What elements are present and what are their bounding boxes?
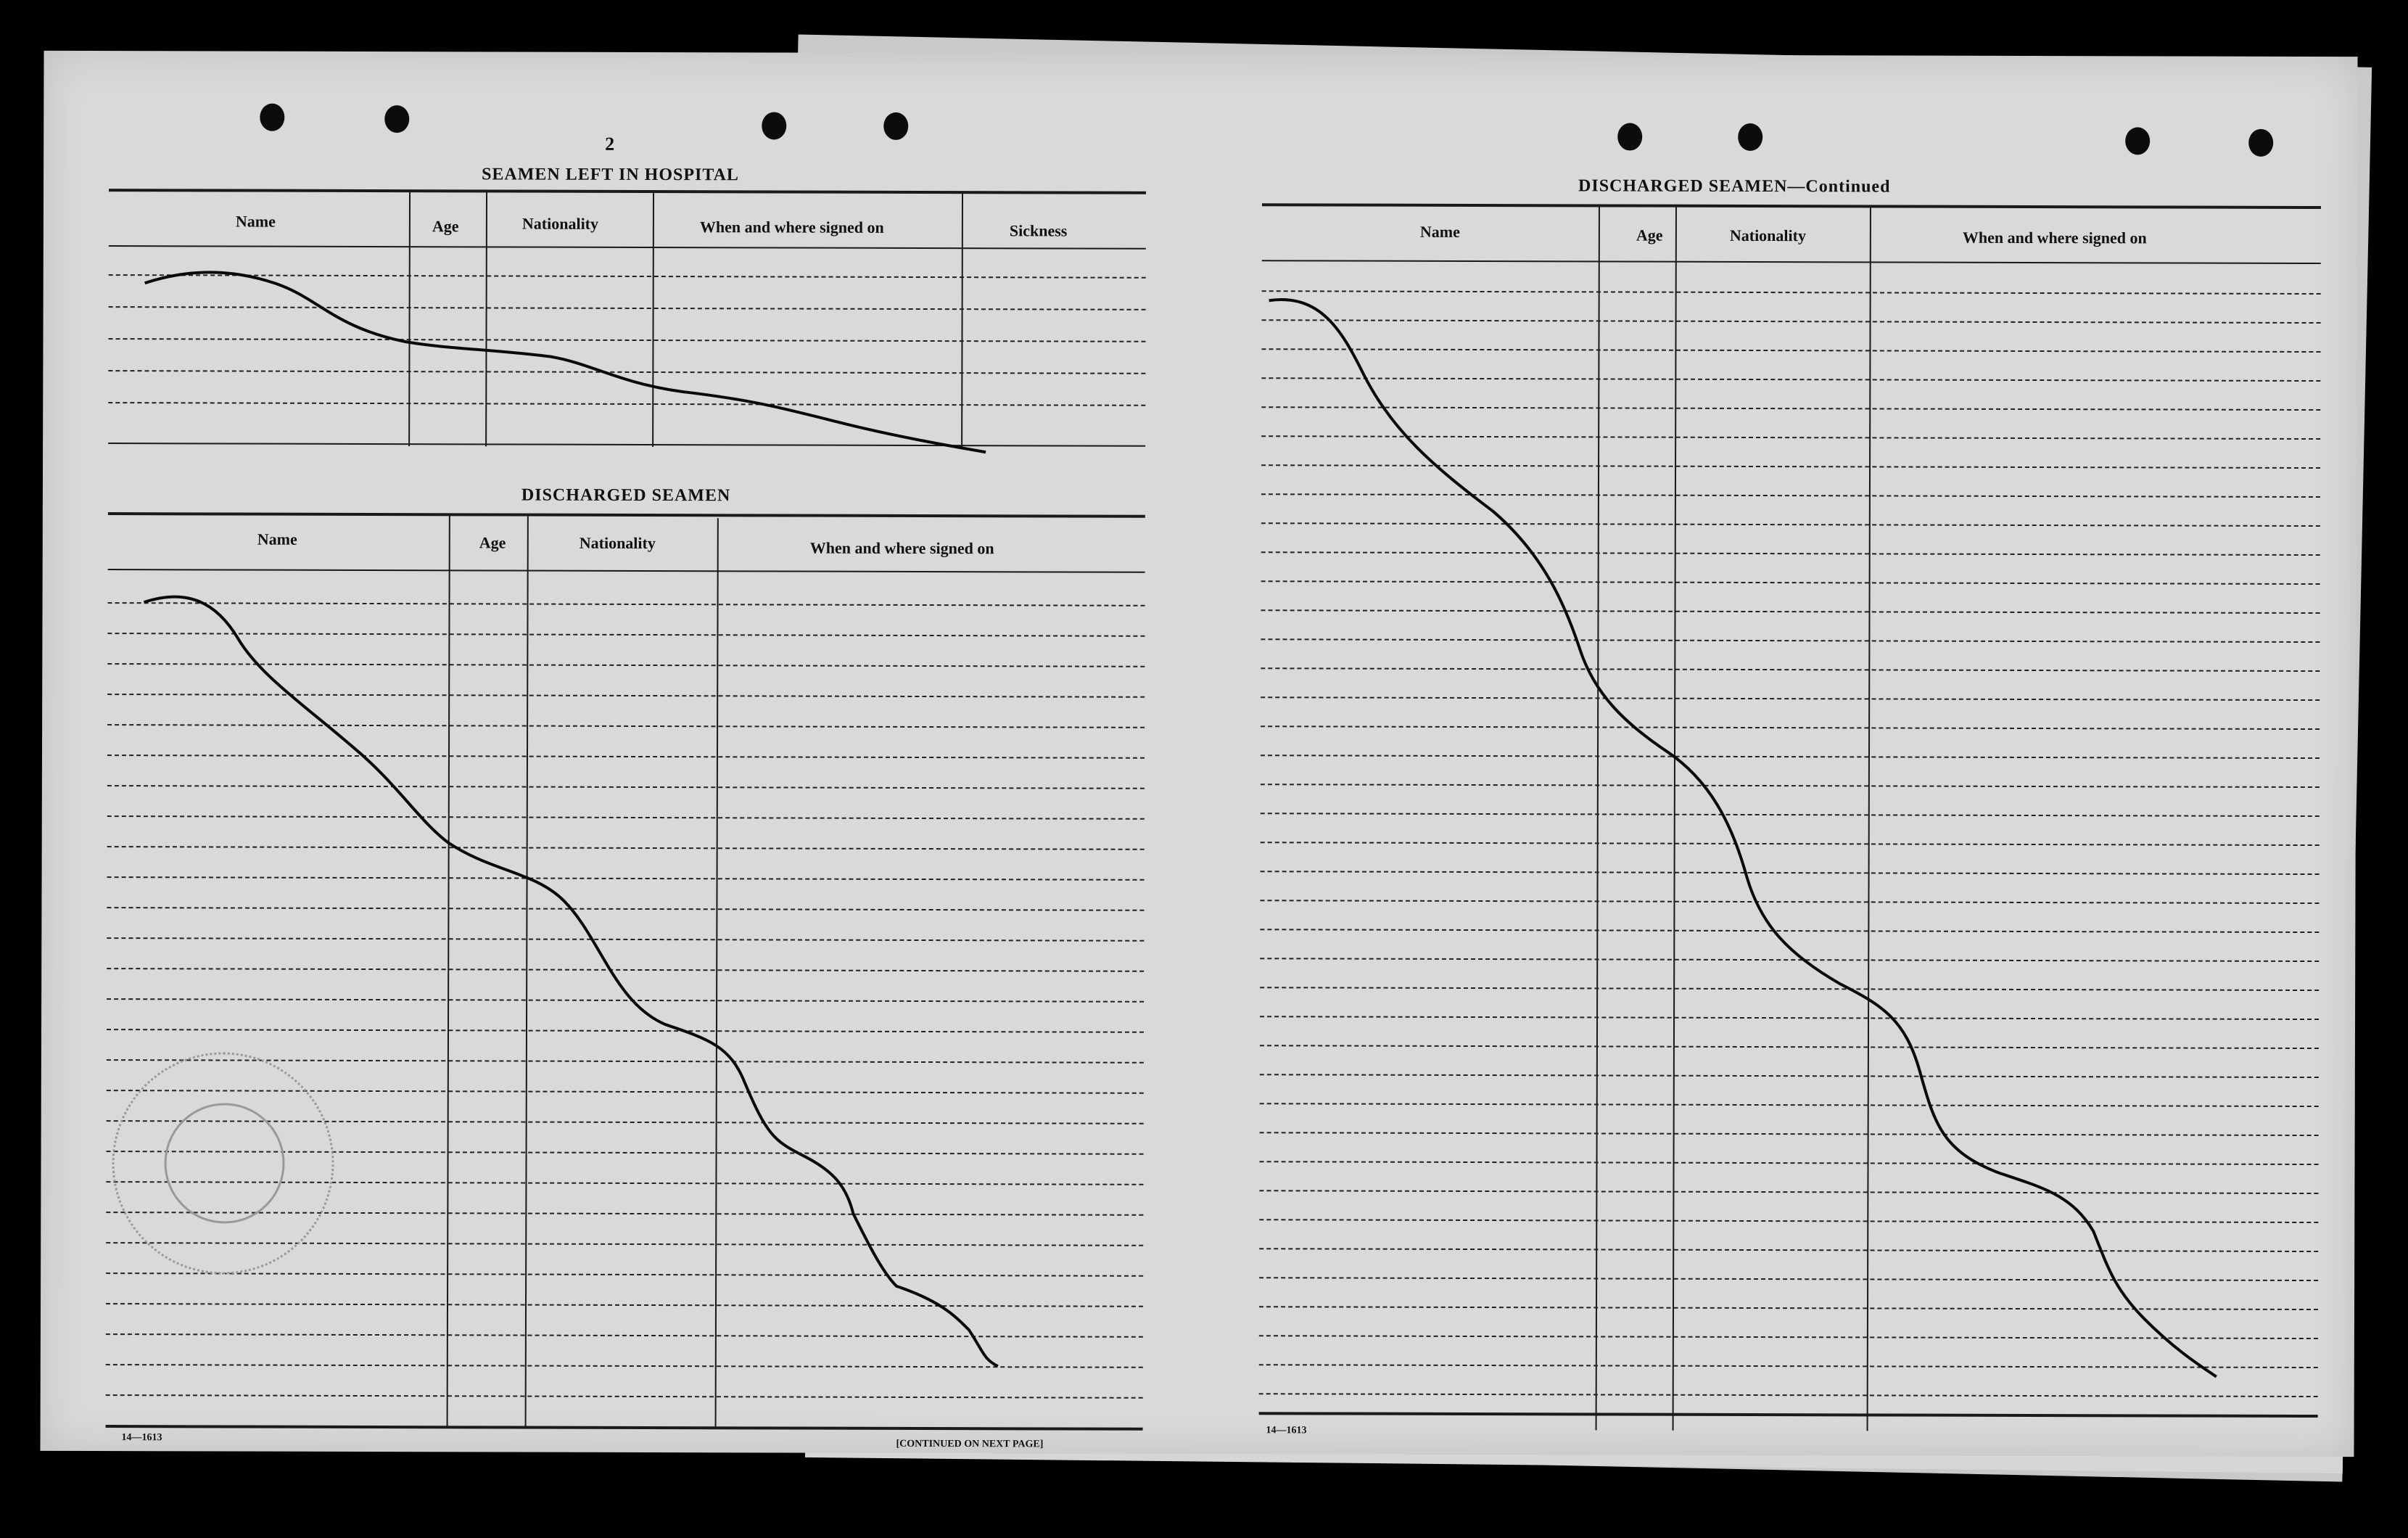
- discharged-continued-title: DISCHARGED SEAMEN—Continued: [1578, 176, 1891, 197]
- right-form-number: 14—1613: [1266, 1425, 1307, 1436]
- discharged-col-nationality: Nationality: [579, 533, 656, 553]
- right-void-stroke: [1266, 300, 2219, 1377]
- void-strike-lines: [40, 51, 2357, 1457]
- form-sheet: [40, 51, 2357, 1457]
- hospital-col-name: Name: [235, 212, 276, 231]
- hospital-col-sickness: Sickness: [1009, 221, 1068, 240]
- hospital-col-age: Age: [432, 217, 459, 236]
- discharged-col-age: Age: [479, 533, 506, 552]
- discharged-col-name: Name: [257, 530, 297, 548]
- discharged-section-title: DISCHARGED SEAMEN: [521, 485, 731, 506]
- form-number: 14—1613: [121, 1432, 162, 1444]
- discharged-void-stroke: [142, 597, 1000, 1367]
- right-col-age: Age: [1636, 226, 1663, 244]
- right-col-name: Name: [1419, 222, 1460, 241]
- page-number: 2: [605, 133, 615, 155]
- discharged-col-signed-on: When and where signed on: [809, 538, 994, 558]
- hospital-void-stroke: [144, 272, 986, 452]
- hospital-col-nationality: Nationality: [521, 214, 599, 233]
- right-col-nationality: Nationality: [1729, 226, 1807, 245]
- continued-note: [CONTINUED ON NEXT PAGE]: [896, 1438, 1044, 1450]
- hospital-section-title: SEAMEN LEFT IN HOSPITAL: [482, 165, 739, 185]
- hospital-col-signed-on: When and where signed on: [699, 218, 884, 237]
- right-col-signed-on: When and where signed on: [1962, 228, 2147, 247]
